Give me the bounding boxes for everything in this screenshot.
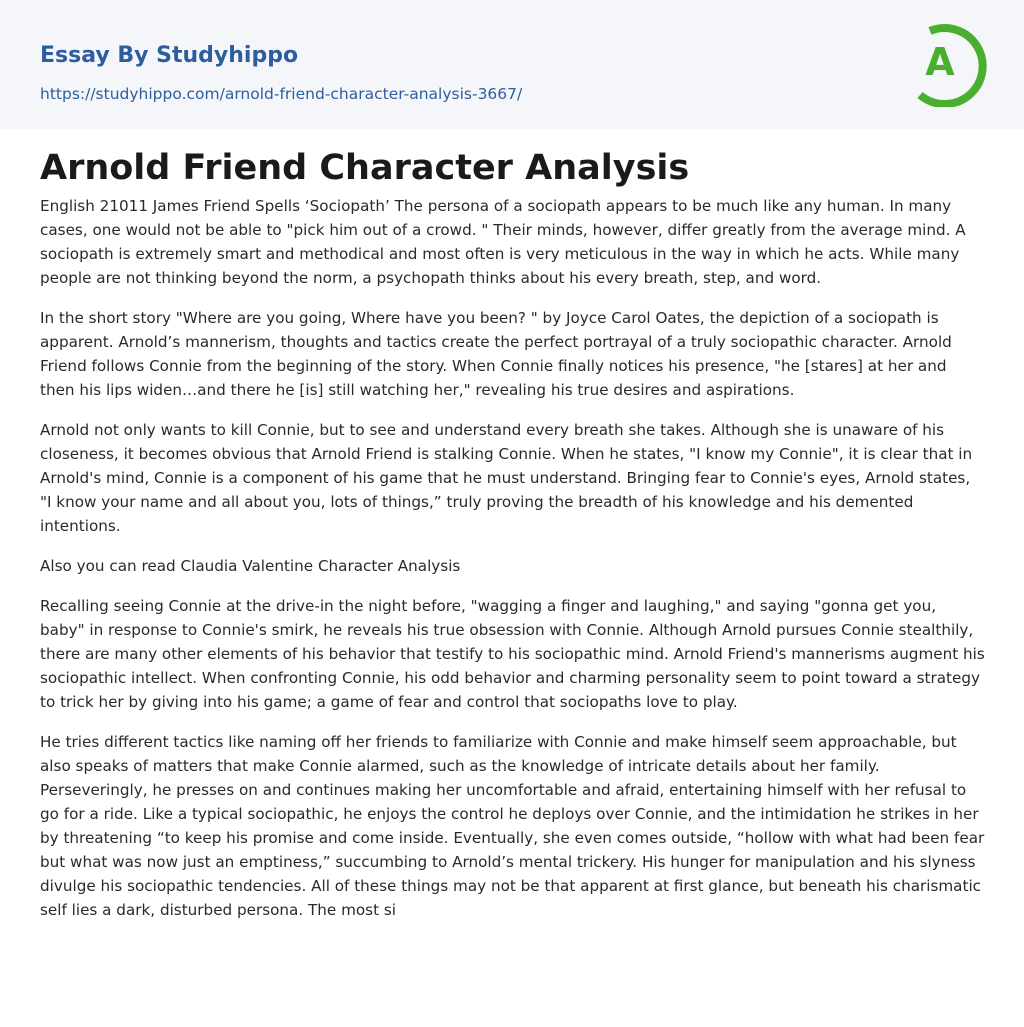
studyhippo-logo-icon[interactable] bbox=[900, 17, 990, 107]
site-header bbox=[0, 0, 1024, 129]
article-paragraph: Arnold not only wants to kill Connie, but to see and understand every breath she takes. Although she is unaware of his closeness, it becomes obvious that Arnold Friend is stalking Connie. When he states, "I know my Connie", it is clear that in Arnold's mind, Connie is a component of his game that he must understand. Bringing fear to Connie's eyes, Arnold states, "I know your name and all about you, lots of things,” truly proving the breadth of his knowledge and his demented intentions. bbox=[40, 421, 973, 535]
site-brand[interactable]: Essay By Studyhippo bbox=[40, 43, 299, 68]
related-essay-link[interactable]: Also you can read Claudia Valentine Character Analysis bbox=[40, 557, 461, 575]
source-url-link[interactable]: https://studyhippo.com/arnold-friend-character-analysis-3667/ bbox=[40, 85, 523, 103]
article-body bbox=[40, 194, 985, 984]
article-title: Arnold Friend Character Analysis bbox=[40, 148, 690, 188]
article-paragraph: He tries different tactics like naming off her friends to familiarize with Connie and make himself seem approachable, but also speaks of matters that make Connie alarmed, such as the knowledge of intricate details about her family. Perseveringly, he presses on and continues making her uncomfortable and afraid, entertaining himself with her refusal to go for a ride. Like a typical sociopathic, he enjoys the control he deploys over Connie, and the intimidation he strikes in her by threatening “to keep his promise and come inside. Eventually, she even comes outside, “hollow with what had been fear but what was now just an emptiness,” succumbing to Arnold’s mental trickery. His hunger for manipulation and his slyness divulge his sociopathic tendencies. All of these things may not be that apparent at first glance, but beneath his charismatic self lies a dark, disturbed persona. The most si bbox=[40, 733, 985, 919]
article-paragraph: In the short story "Where are you going, Where have you been? " by Joyce Carol Oates, the depiction of a sociopath is apparent. Arnold’s mannerism, thoughts and tactics create the perfect portrayal of a truly sociopathic character. Arnold Friend follows Connie from the beginning of the story. When Connie finally notices his presence, "he [stares] at her and then his lips widen…and there he [is] still watching her," revealing his true desires and aspirations. bbox=[40, 309, 952, 399]
article-paragraph: Recalling seeing Connie at the drive-in the night before, "wagging a finger and laughing," and saying "gonna get you, baby" in response to Connie's smirk, he reveals his true obsession with Connie. Although Arnold pursues Connie stealthily, there are many other elements of his behavior that testify to his sociopathic mind. Arnold Friend's mannerisms augment his sociopathic intellect. When confronting Connie, his odd behavior and charming personality seem to point toward a strategy to trick her by giving into his game; a game of fear and control that sociopaths love to play. bbox=[40, 597, 985, 711]
article-paragraph: English 21011 James Friend Spells ‘Sociopath’ The persona of a sociopath appears to be much like any human. In many cases, one would not be able to "pick him out of a crowd. " Their minds, however, differ greatly from the average mind. A sociopath is extremely smart and methodical and most often is very meticulous in the way in which he acts. While many people are not thinking beyond the norm, a psychopath thinks about his every breath, step, and word. bbox=[40, 197, 966, 287]
logo-letter: A bbox=[925, 40, 955, 84]
